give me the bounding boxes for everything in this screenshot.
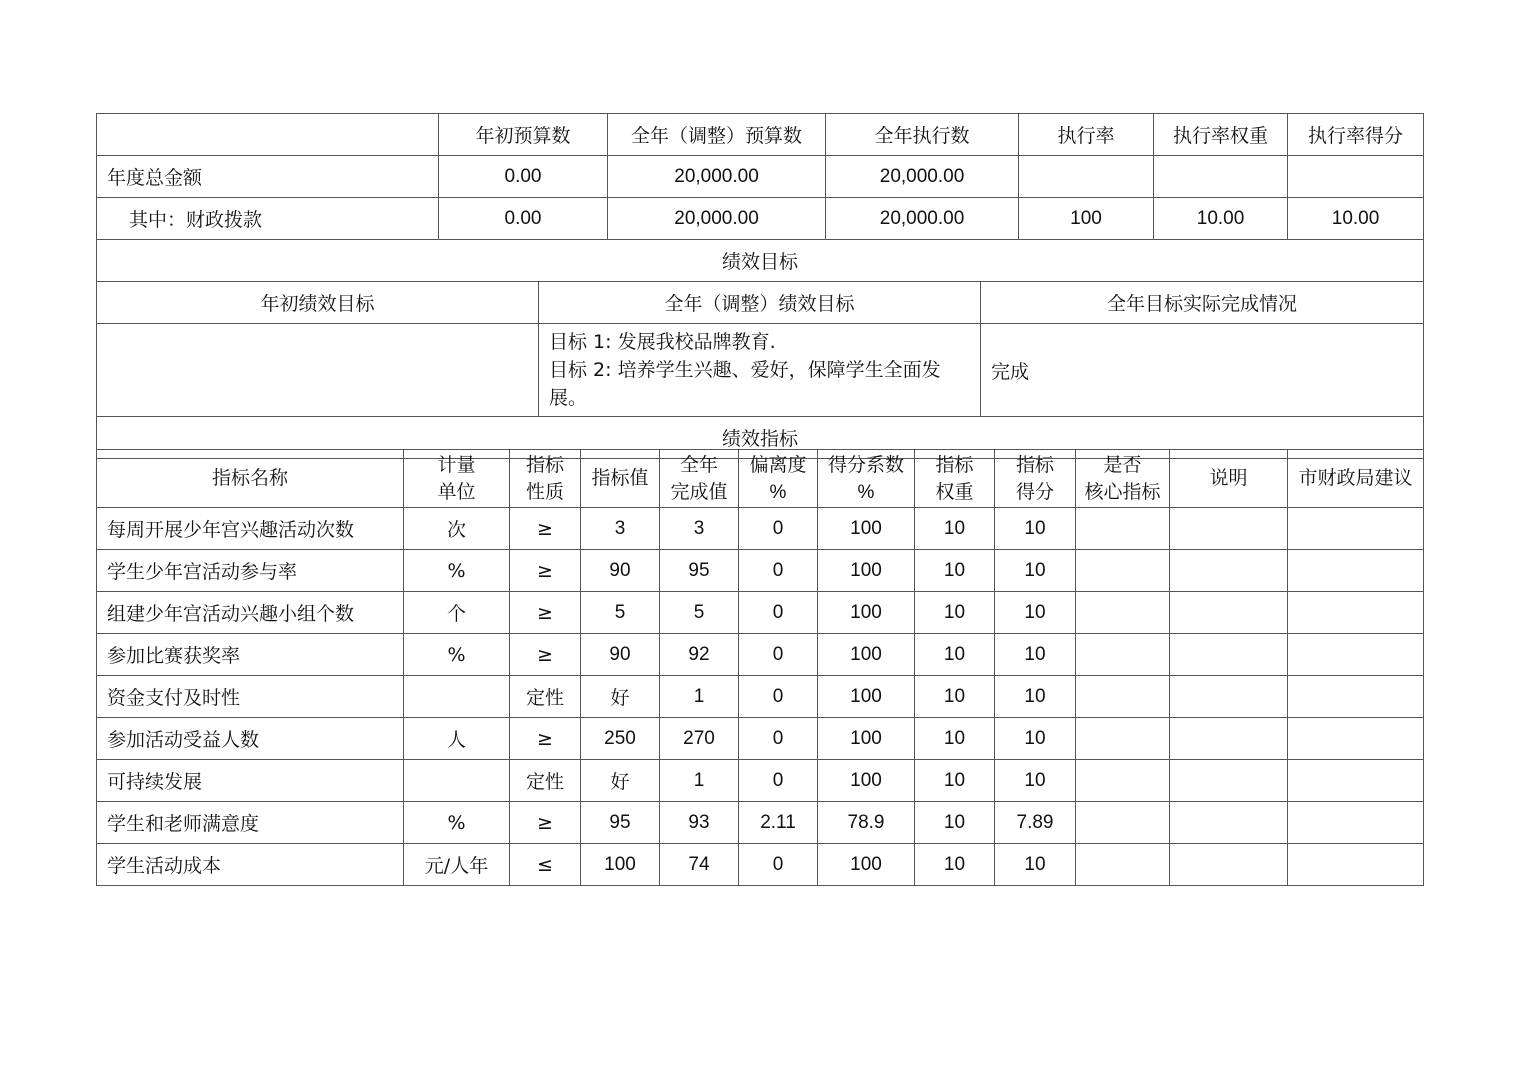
indicator-name-cell: 可持续发展 [97, 760, 404, 802]
indicator-advice-cell [1288, 676, 1424, 718]
table-row [97, 676, 1424, 718]
indicator-score-cell: 10 [995, 844, 1076, 886]
indicator-unit-cell: 个 [404, 592, 510, 634]
goals-header-row [97, 282, 1424, 324]
indicator-advice-cell [1288, 550, 1424, 592]
indicator-weight-cell: 10 [915, 802, 995, 844]
table-row [97, 634, 1424, 676]
budget-weight: 10.00 [1154, 198, 1288, 240]
goals-header-initial: 年初绩效目标 [97, 282, 539, 324]
indicator-deviation-cell: 0 [739, 550, 818, 592]
budget-header-weight: 执行率权重 [1154, 114, 1288, 156]
header-advice: 市财政局建议 [1288, 450, 1424, 508]
indicator-coef-cell: 100 [818, 718, 915, 760]
budget-row-fiscal [97, 198, 1424, 240]
indicator-nature-cell: ≥ [510, 802, 581, 844]
indicator-weight-cell: 10 [915, 718, 995, 760]
indicator-core-cell [1076, 550, 1170, 592]
indicator-coef-cell: 100 [818, 550, 915, 592]
indicator-nature-cell: ≤ [510, 844, 581, 886]
indicator-weight-cell: 10 [915, 760, 995, 802]
budget-score [1288, 156, 1424, 198]
indicator-target-cell: 好 [581, 676, 660, 718]
indicator-note-cell [1170, 550, 1288, 592]
budget-rate [1019, 156, 1154, 198]
indicator-weight-cell: 10 [915, 508, 995, 550]
table-row [97, 550, 1424, 592]
budget-rate: 100 [1019, 198, 1154, 240]
indicator-score-cell: 10 [995, 550, 1076, 592]
indicators-table [96, 449, 1424, 886]
table-row [97, 802, 1424, 844]
indicator-weight-cell: 10 [915, 844, 995, 886]
indicator-core-cell [1076, 676, 1170, 718]
indicator-deviation-cell: 0 [739, 844, 818, 886]
budget-header-adjusted: 全年（调整）预算数 [608, 114, 826, 156]
budget-table [96, 113, 1424, 459]
budget-row-label: 其中：财政拨款 [97, 198, 439, 240]
header-nature: 指标 性质 [510, 450, 581, 508]
indicator-actual-cell: 5 [660, 592, 739, 634]
indicator-name-cell: 学生少年宫活动参与率 [97, 550, 404, 592]
indicator-unit-cell: % [404, 550, 510, 592]
indicator-core-cell [1076, 634, 1170, 676]
indicator-deviation-cell: 0 [739, 508, 818, 550]
indicator-nature-cell: 定性 [510, 760, 581, 802]
indicator-note-cell [1170, 802, 1288, 844]
indicator-target-cell: 3 [581, 508, 660, 550]
table-row [97, 760, 1424, 802]
goals-section-title: 绩效目标 [97, 240, 1424, 282]
indicator-advice-cell [1288, 592, 1424, 634]
budget-header-score: 执行率得分 [1288, 114, 1424, 156]
indicator-deviation-cell: 0 [739, 676, 818, 718]
indicator-deviation-cell: 0 [739, 634, 818, 676]
goal-line-1: 目标 1: 发展我校品牌教育. [549, 331, 776, 353]
indicator-target-cell: 5 [581, 592, 660, 634]
indicator-actual-cell: 93 [660, 802, 739, 844]
indicator-unit-cell: % [404, 802, 510, 844]
header-deviation: 偏离度 % [739, 450, 818, 508]
indicator-nature-cell: ≥ [510, 634, 581, 676]
header-actual: 全年 完成值 [660, 450, 739, 508]
indicator-weight-cell: 10 [915, 634, 995, 676]
header-core: 是否 核心指标 [1076, 450, 1170, 508]
indicator-score-cell: 10 [995, 718, 1076, 760]
indicator-actual-cell: 92 [660, 634, 739, 676]
indicator-name-cell: 组建少年宫活动兴趣小组个数 [97, 592, 404, 634]
indicator-target-cell: 好 [581, 760, 660, 802]
header-unit: 计量 单位 [404, 450, 510, 508]
indicator-advice-cell [1288, 802, 1424, 844]
budget-header-executed: 全年执行数 [826, 114, 1019, 156]
indicator-core-cell [1076, 844, 1170, 886]
indicator-deviation-cell: 0 [739, 718, 818, 760]
indicator-note-cell [1170, 676, 1288, 718]
indicator-nature-cell: ≥ [510, 718, 581, 760]
indicators-header-row [97, 450, 1424, 508]
indicator-note-cell [1170, 592, 1288, 634]
indicator-advice-cell [1288, 760, 1424, 802]
indicators-section-title: 绩效指标 [97, 417, 1424, 459]
budget-header-blank [97, 114, 439, 156]
indicator-name-cell: 参加比赛获奖率 [97, 634, 404, 676]
indicator-name-cell: 每周开展少年宫兴趣活动次数 [97, 508, 404, 550]
header-note: 说明 [1170, 450, 1288, 508]
indicator-core-cell [1076, 718, 1170, 760]
indicator-name-cell: 学生活动成本 [97, 844, 404, 886]
indicator-actual-cell: 270 [660, 718, 739, 760]
indicator-target-cell: 90 [581, 550, 660, 592]
indicator-unit-cell: 人 [404, 718, 510, 760]
indicator-actual-cell: 74 [660, 844, 739, 886]
indicator-note-cell [1170, 844, 1288, 886]
indicator-score-cell: 7.89 [995, 802, 1076, 844]
indicator-note-cell [1170, 634, 1288, 676]
indicator-weight-cell: 10 [915, 550, 995, 592]
indicator-weight-cell: 10 [915, 676, 995, 718]
indicator-coef-cell: 100 [818, 508, 915, 550]
indicator-advice-cell [1288, 508, 1424, 550]
indicator-coef-cell: 100 [818, 676, 915, 718]
indicator-actual-cell: 95 [660, 550, 739, 592]
goals-actual: 完成 [981, 324, 1424, 417]
goals-header-actual: 全年目标实际完成情况 [981, 282, 1424, 324]
table-row [97, 508, 1424, 550]
indicator-target-cell: 95 [581, 802, 660, 844]
budget-initial: 0.00 [439, 156, 608, 198]
budget-weight [1154, 156, 1288, 198]
budget-header-initial: 年初预算数 [439, 114, 608, 156]
goals-content-row [97, 324, 1424, 417]
indicator-unit-cell: % [404, 634, 510, 676]
indicator-nature-cell: ≥ [510, 550, 581, 592]
header-name: 指标名称 [97, 450, 404, 508]
indicator-target-cell: 250 [581, 718, 660, 760]
goals-header-adjusted: 全年（调整）绩效目标 [539, 282, 981, 324]
indicator-advice-cell [1288, 844, 1424, 886]
indicator-target-cell: 100 [581, 844, 660, 886]
indicator-note-cell [1170, 718, 1288, 760]
indicator-note-cell [1170, 760, 1288, 802]
table-row [97, 592, 1424, 634]
budget-row-label: 年度总金额 [97, 156, 439, 198]
indicator-weight-cell: 10 [915, 592, 995, 634]
budget-executed: 20,000.00 [826, 198, 1019, 240]
indicator-score-cell: 10 [995, 676, 1076, 718]
header-score: 指标 得分 [995, 450, 1076, 508]
indicator-advice-cell [1288, 634, 1424, 676]
indicator-score-cell: 10 [995, 760, 1076, 802]
indicator-core-cell [1076, 508, 1170, 550]
indicator-actual-cell: 1 [660, 676, 739, 718]
indicator-coef-cell: 100 [818, 634, 915, 676]
budget-header-row [97, 114, 1424, 156]
indicator-name-cell: 学生和老师满意度 [97, 802, 404, 844]
indicator-actual-cell: 3 [660, 508, 739, 550]
indicator-core-cell [1076, 760, 1170, 802]
indicator-unit-cell: 元/人年 [404, 844, 510, 886]
indicator-core-cell [1076, 802, 1170, 844]
indicator-unit-cell [404, 760, 510, 802]
indicator-unit-cell [404, 676, 510, 718]
table-row [97, 718, 1424, 760]
budget-header-rate: 执行率 [1019, 114, 1154, 156]
budget-adjusted: 20,000.00 [608, 198, 826, 240]
indicator-coef-cell: 100 [818, 592, 915, 634]
header-coef: 得分系数 % [818, 450, 915, 508]
header-target: 指标值 [581, 450, 660, 508]
indicator-coef-cell: 78.9 [818, 802, 915, 844]
indicator-deviation-cell: 2.11 [739, 802, 818, 844]
indicator-note-cell [1170, 508, 1288, 550]
indicator-coef-cell: 100 [818, 760, 915, 802]
indicator-deviation-cell: 0 [739, 760, 818, 802]
indicator-advice-cell [1288, 718, 1424, 760]
indicator-nature-cell: ≥ [510, 508, 581, 550]
budget-adjusted: 20,000.00 [608, 156, 826, 198]
indicator-nature-cell: 定性 [510, 676, 581, 718]
goals-section-title-row [97, 240, 1424, 282]
indicator-name-cell: 参加活动受益人数 [97, 718, 404, 760]
indicator-score-cell: 10 [995, 592, 1076, 634]
indicator-actual-cell: 1 [660, 760, 739, 802]
indicator-unit-cell: 次 [404, 508, 510, 550]
indicator-core-cell [1076, 592, 1170, 634]
indicator-coef-cell: 100 [818, 844, 915, 886]
budget-initial: 0.00 [439, 198, 608, 240]
budget-row-total [97, 156, 1424, 198]
indicator-score-cell: 10 [995, 634, 1076, 676]
header-weight: 指标 权重 [915, 450, 995, 508]
table-row [97, 844, 1424, 886]
goals-initial [97, 324, 539, 417]
budget-executed: 20,000.00 [826, 156, 1019, 198]
goal-line-2: 目标 2: 培养学生兴趣、爱好，保障学生全面发展。 [549, 359, 941, 409]
indicator-nature-cell: ≥ [510, 592, 581, 634]
indicator-score-cell: 10 [995, 508, 1076, 550]
indicator-target-cell: 90 [581, 634, 660, 676]
goals-adjusted [539, 324, 981, 417]
budget-score: 10.00 [1288, 198, 1424, 240]
indicator-deviation-cell: 0 [739, 592, 818, 634]
indicator-name-cell: 资金支付及时性 [97, 676, 404, 718]
